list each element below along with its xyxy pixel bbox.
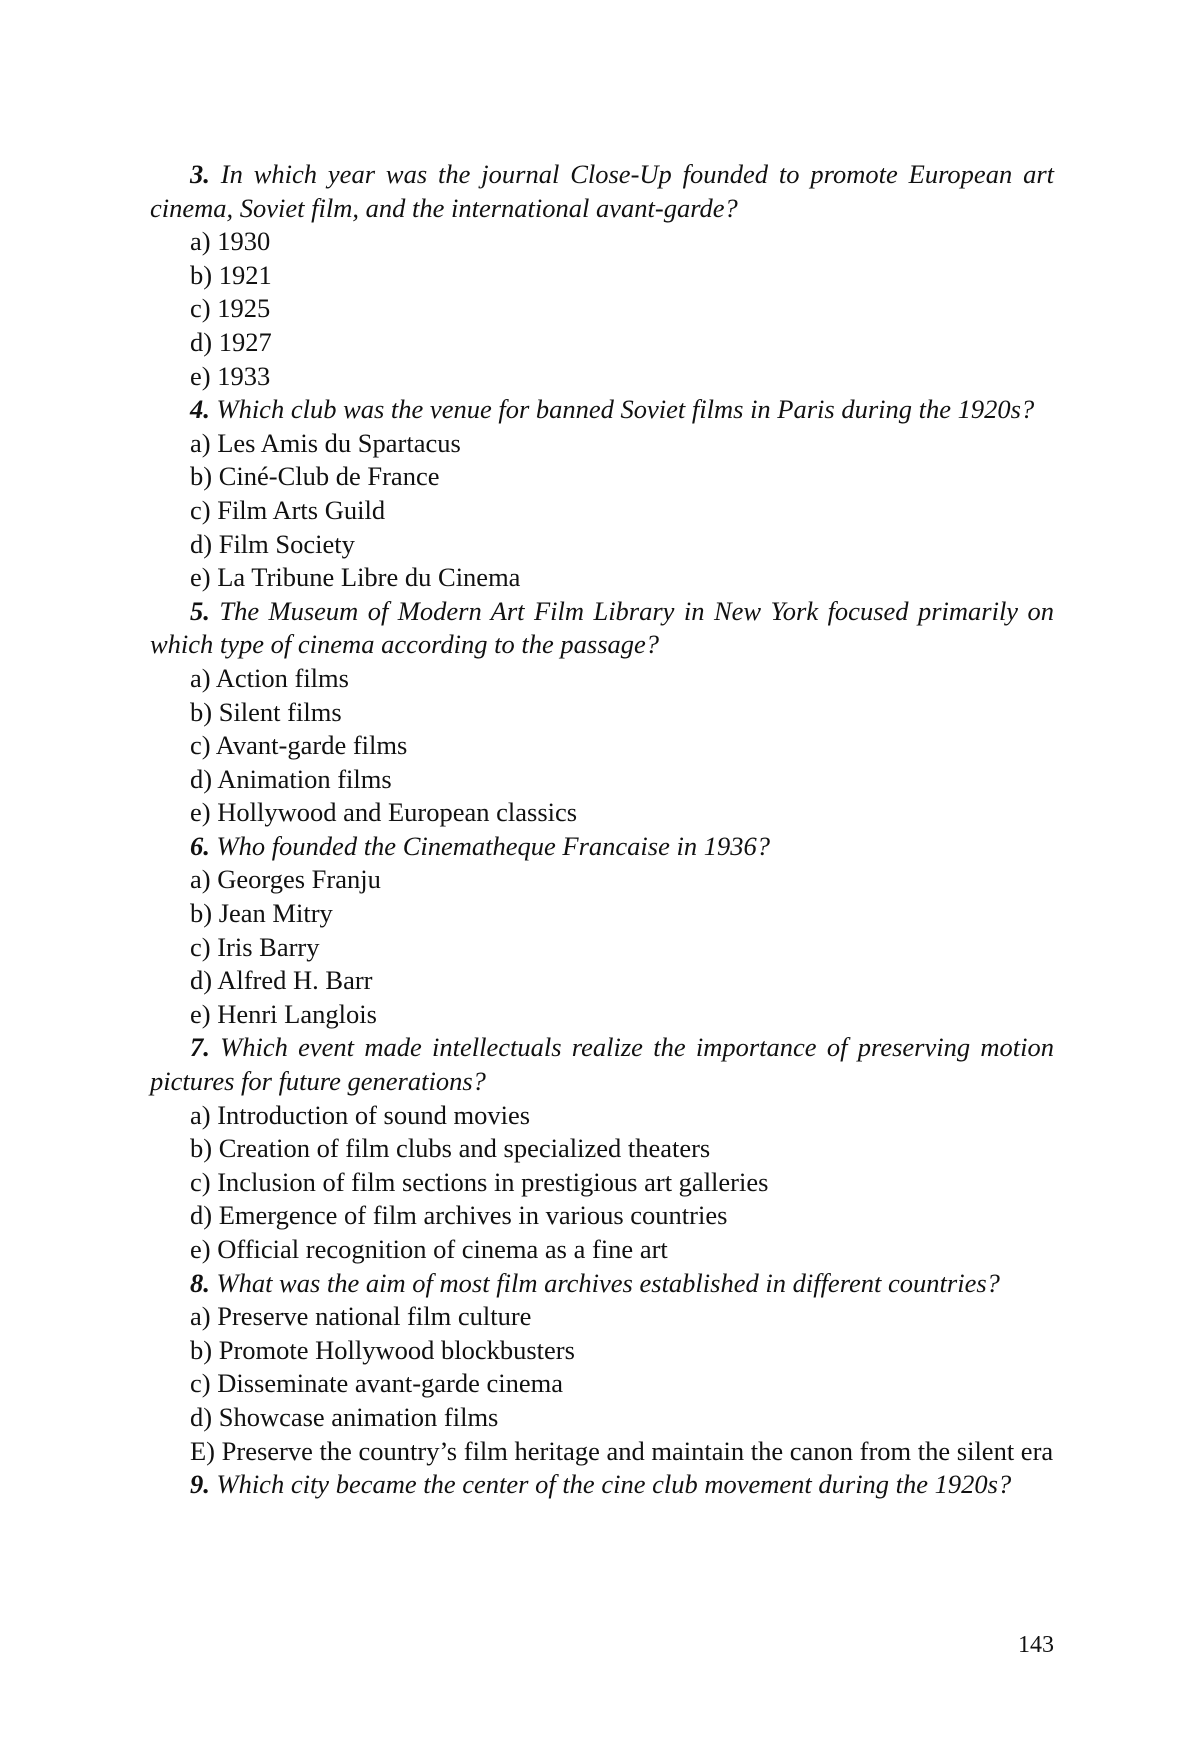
answer-option: e) Official recognition of cinema as a fine art [190,1234,668,1264]
answer-option: c) 1925 [190,293,271,324]
answer-option: e) 1933 [190,360,271,391]
answer-option: c) Film Arts Guild [190,494,386,525]
question-4 [150,393,1054,427]
page-content [150,158,1054,1502]
answer-option: d) Alfred H. Barr [190,965,373,996]
answer-option: b) Jean Mitry [190,898,333,929]
answer-option: b) Silent films [190,696,342,727]
question-text: The Museum of Modern Art Film Library in New York focused primarily on which type of cinema according to the passage? [150,595,1055,660]
answer-option: e) Hollywood and European classics [190,797,578,828]
answer-option: E) Preserve the country’s film heritage and maintain the canon from the silent era [190,1435,1054,1466]
answer-option: a) Introduction of sound movies [190,1099,531,1130]
answer-option: e) La Tribune Libre du Cinema [190,562,521,593]
answer-option: b) Creation of film clubs and specialized theaters [190,1133,711,1164]
question-text: Which event made intellectuals realize the importance of preserving motion pictures for future generations? [150,1032,1054,1097]
answer-option: d) Animation films [190,763,392,794]
answer-option: c) Disseminate avant-garde cinema [190,1368,564,1399]
answer-option: b) 1921 [190,259,272,290]
answer-option: a) Action films [190,662,349,693]
question-7 [150,1031,1054,1098]
question-text: Which club was the venue for banned Soviet films in Paris during the 1920s? [216,394,1035,425]
question-3 [150,158,1054,225]
question-number: 8. [190,1267,210,1298]
question-text: In which year was the journal Close-Up founded to promote European art cinema, Soviet film, and the international avant-garde? [150,159,1055,223]
page-number: 143 [1018,1632,1054,1658]
question-number: 3. [190,159,210,189]
question-text: What was the aim of most film archives established in different countries? [216,1267,1000,1298]
question-number: 4. [190,394,210,425]
answer-option: c) Inclusion of film sections in prestigious art galleries [190,1166,769,1197]
answer-option: d) Emergence of film archives in various countries [190,1200,728,1231]
answer-option: d) Film Society [190,528,355,559]
answer-option: a) 1930 [190,226,271,257]
question-9 [150,1468,1054,1502]
answer-option: c) Avant-garde films [190,730,408,761]
answer-option: c) Iris Barry [190,931,320,962]
answer-option: b) Ciné-Club de France [190,461,440,492]
question-number: 7. [190,1032,210,1063]
question-number: 9. [190,1469,210,1500]
question-8 [150,1267,1054,1301]
answer-option: d) Showcase animation films [190,1401,499,1432]
answer-option: a) Georges Franju [190,864,381,895]
question-text: Which city became the center of the cine club movement during the 1920s? [216,1469,1012,1500]
answer-option: d) 1927 [190,326,272,357]
answer-option: a) Les Amis du Spartacus [190,427,461,458]
answer-option: b) Promote Hollywood blockbusters [190,1334,575,1365]
question-6 [150,830,1054,864]
question-number: 5. [190,595,210,626]
question-number: 6. [190,830,210,861]
question-5 [150,595,1054,662]
question-text: Who founded the Cinematheque Francaise in 1936? [216,830,770,861]
answer-option: e) Henri Langlois [190,998,377,1029]
answer-option: a) Preserve national film culture [190,1301,532,1332]
